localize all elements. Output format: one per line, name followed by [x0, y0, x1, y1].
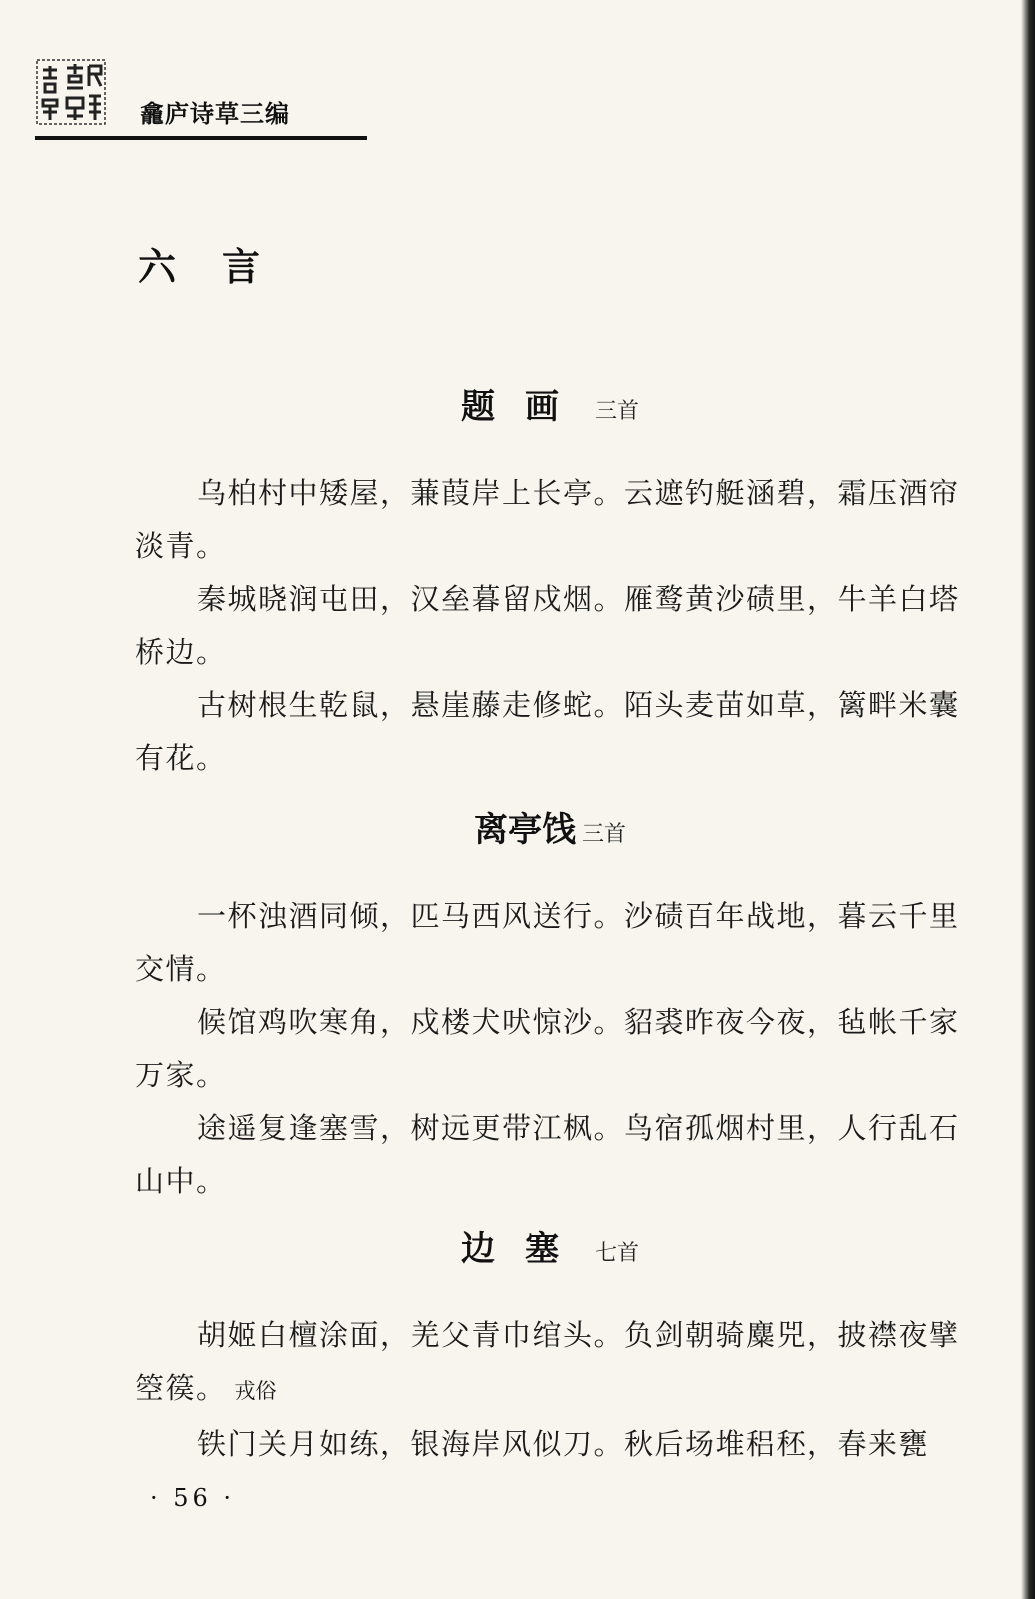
stanza-text: 途遥复逢塞雪，树远更带江枫。鸟宿孤烟村里，人行乱石山中。 [135, 1111, 960, 1198]
stanza-text: 铁门关月如练，银海岸风似刀。秋后场堆稆秠，春来甕 [197, 1427, 930, 1461]
stanza-text: 候馆鸡吹寒角，戍楼犬吠惊沙。貂裘昨夜今夜，毡帐千家万家。 [135, 1005, 960, 1092]
seal-logo [35, 58, 107, 126]
stanza-note: 戎俗 [234, 1379, 277, 1403]
stanza [135, 996, 965, 1102]
poem-block [135, 385, 965, 785]
poem-block [135, 1227, 965, 1471]
stanza [135, 1309, 965, 1418]
poem-title: 离亭饯 [473, 810, 576, 850]
poem-title: 边塞 [460, 1229, 589, 1269]
poem-title: 题画 [460, 387, 589, 427]
stanza-text: 胡姬白檀涂面，羌父青巾绾头。负剑朝骑麋兕，披襟夜擘箜篌。 [135, 1318, 960, 1405]
page-edge-shadow [1021, 0, 1035, 1599]
running-title: 龕庐诗草三编 [140, 100, 290, 128]
poem-title-row [135, 385, 965, 429]
header-rule [35, 136, 367, 140]
stanza [135, 1102, 965, 1208]
stanza [135, 679, 965, 785]
stanza [135, 890, 965, 996]
stanza [135, 1418, 965, 1471]
poem-title-row [135, 808, 965, 852]
stanza-text: 秦城晓润屯田，汉垒暮留戍烟。雁鹜黄沙碛里，牛羊白塔桥边。 [135, 582, 960, 669]
poem-count: 三首 [581, 822, 626, 847]
page-number: · 56 · [150, 1484, 236, 1512]
section-heading: 六言 [138, 245, 307, 289]
poem-title-row [135, 1227, 965, 1271]
stanza [135, 467, 965, 573]
poem-block [135, 808, 965, 1208]
poem-count: 七首 [594, 1241, 639, 1266]
stanza [135, 573, 965, 679]
stanza-text: 古树根生乾鼠，悬崖藤走修蛇。陌头麦苗如草，篱畔米囊有花。 [135, 688, 960, 775]
stanza-text: 一杯浊酒同倾，匹马西风送行。沙碛百年战地，暮云千里交情。 [135, 899, 960, 986]
poem-count: 三首 [594, 399, 639, 424]
stanza-text: 乌柏村中矮屋，蒹葭岸上长亭。云遮钓艇涵碧，霜压酒帘淡青。 [135, 476, 960, 563]
